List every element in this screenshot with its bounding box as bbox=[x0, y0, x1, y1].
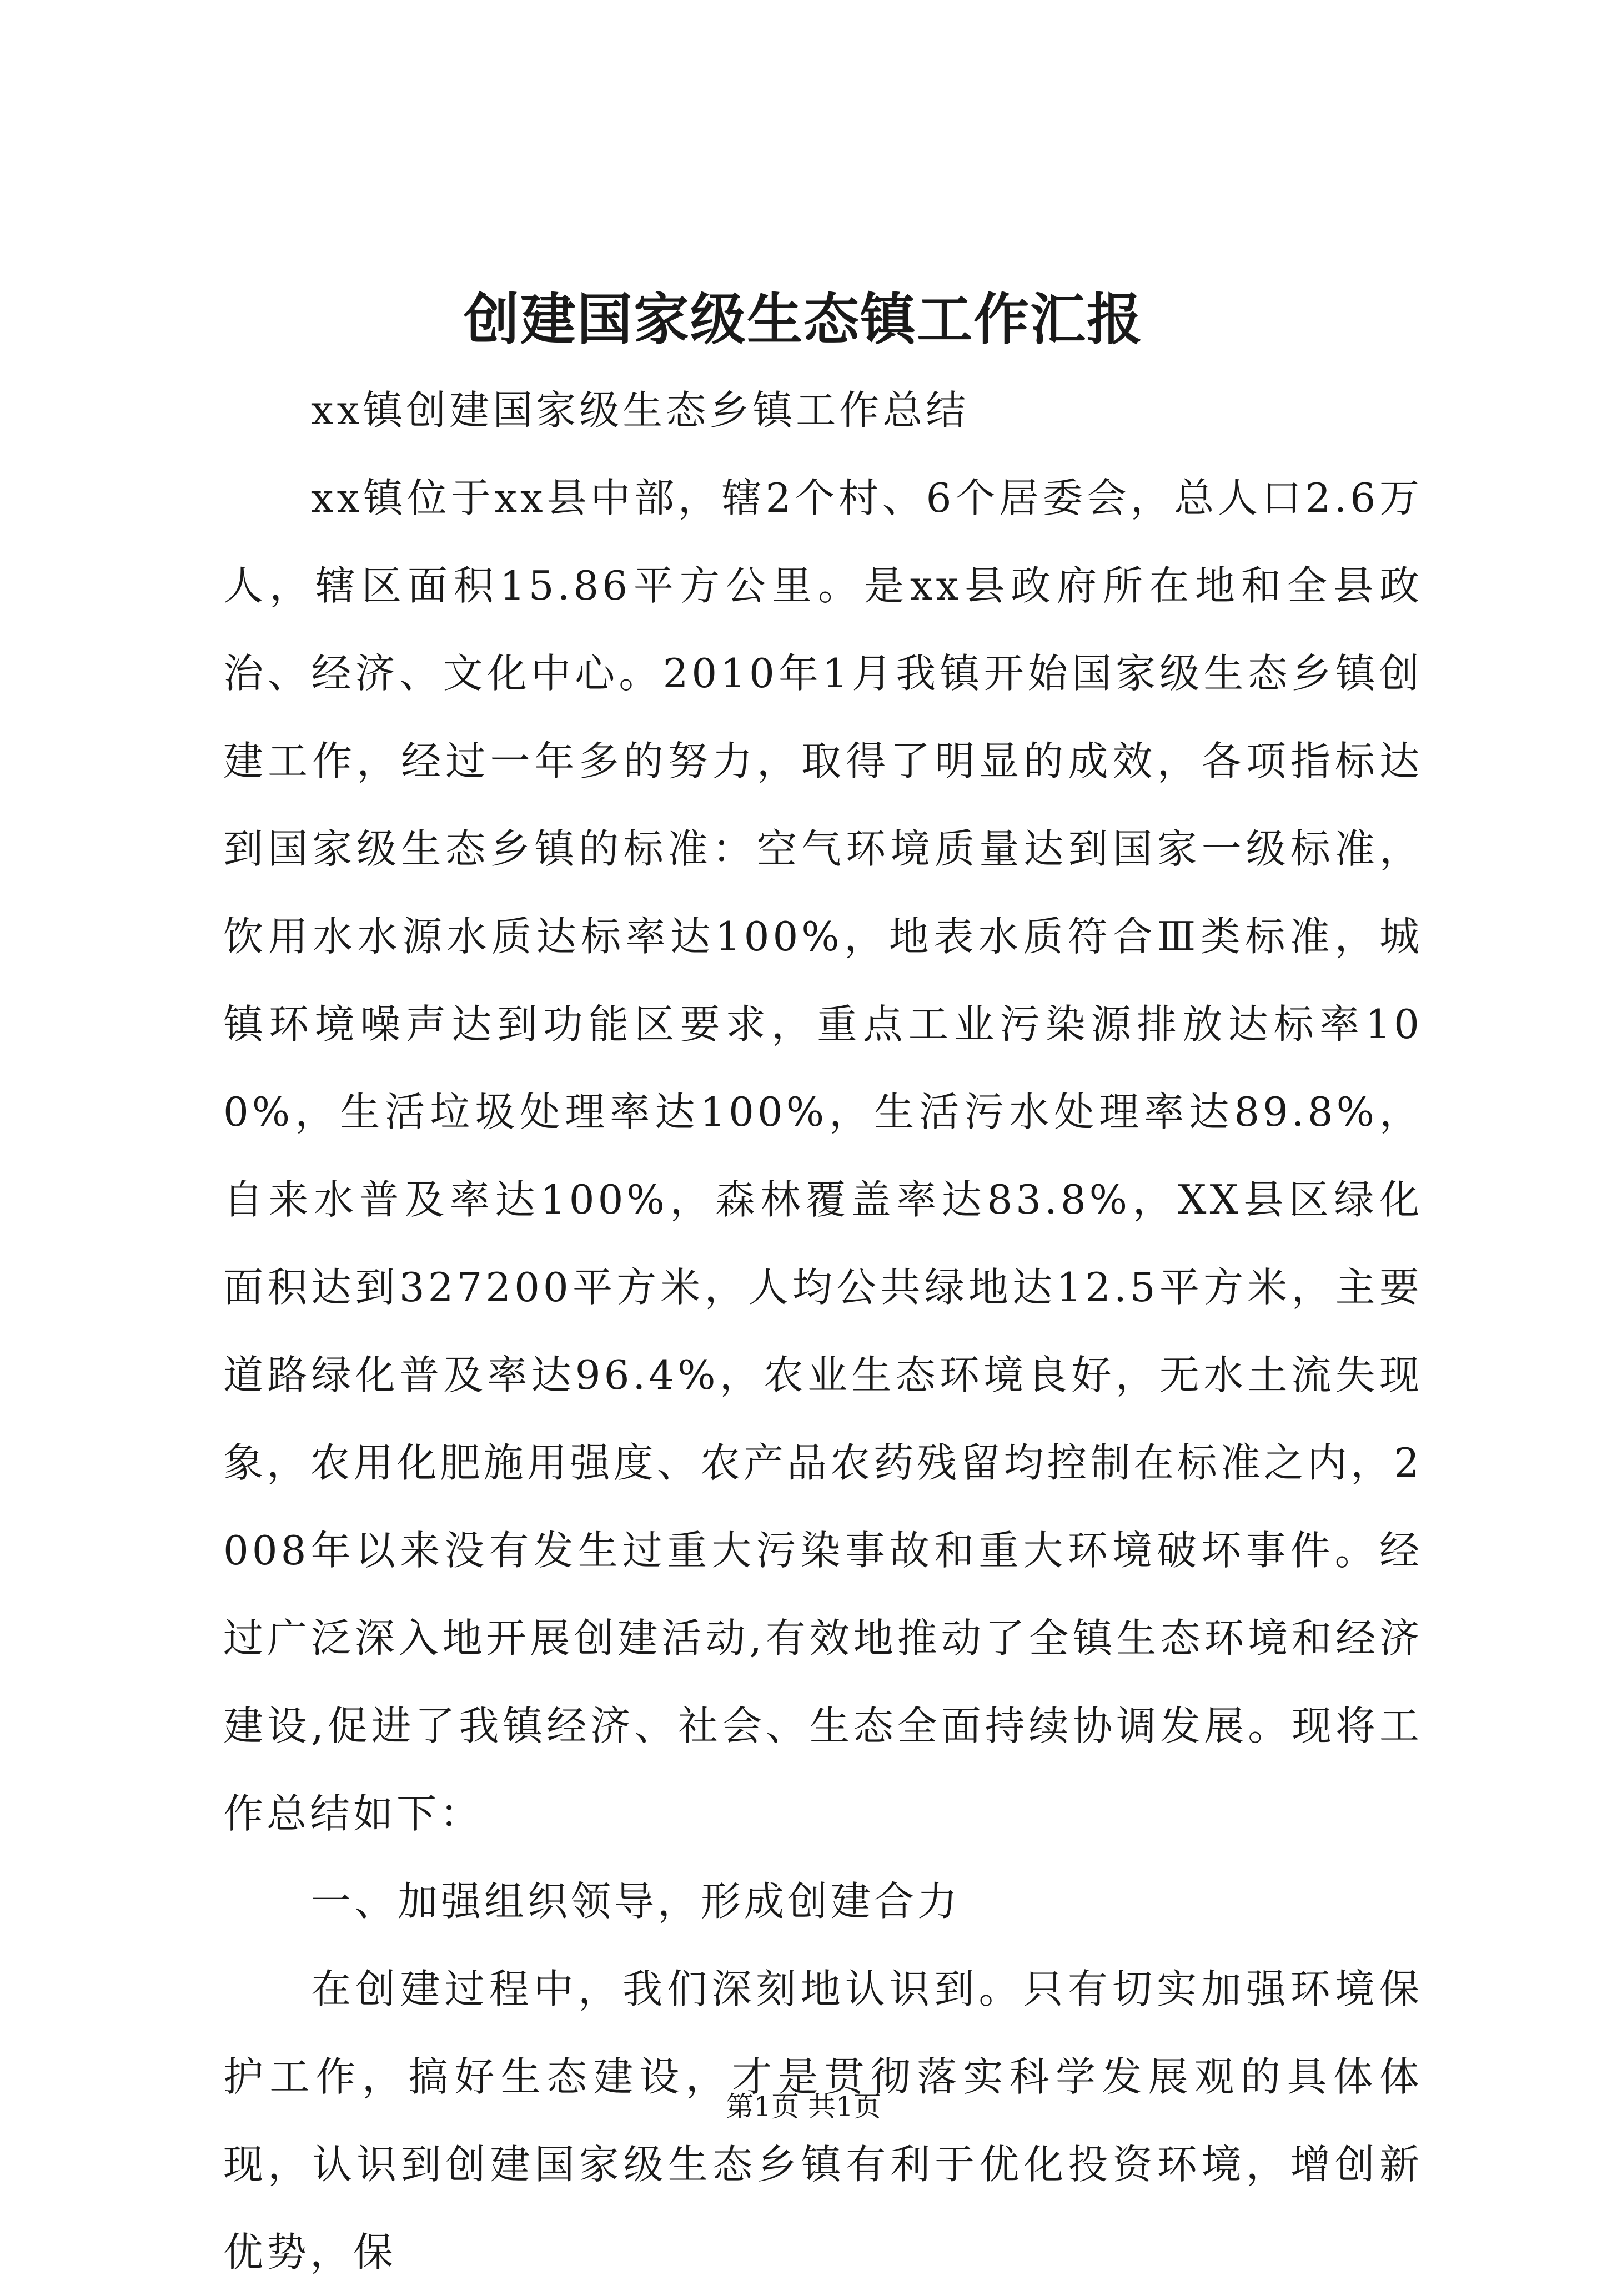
intro-paragraph: xx镇位于xx县中部，辖2个村、6个居委会，总人口2.6万人，辖区面积15.86平方公里。是xx县政府所在地和全县政治、经济、文化中心。2010年1月我镇开始国家级生态乡镇创建工作，经过一年多的努力，取得了明显的成效，各项指标达到国家级生态乡镇的标准：空气环境质量达到国家一级标准，饮用水水源水质达标率达100%，地表水质符合Ⅲ类标准，城镇环境噪声达到功能区要求，重点工业污染源排放达标率100%，生活垃圾处理率达100%，生活污水处理率达89.8%，自来水普及率达100%，森林覆盖率达83.8%，XX县区绿化面积达到327200平方米，人均公共绿地达12.5平方米，主要道路绿化普及率达96.4%，农业生态环境良好，无水土流失现象，农用化肥施用强度、农产品农药残留均控制在标准之内，2008年以来没有发生过重大污染事故和重大环境破坏事件。经过广泛深入地开展创建活动,有效地推动了全镇生态环境和经济建设,促进了我镇经济、社会、生态全面持续协调发展。现将工作总结如下： bbox=[223, 475, 1423, 1837]
document-title: 创建国家级生态镇工作汇报 bbox=[464, 286, 1143, 352]
page-footer: 第1页 共1页 bbox=[726, 2091, 881, 2123]
section-heading: 一、加强组织领导，形成创建合力 bbox=[311, 1878, 961, 1925]
subtitle-paragraph: xx镇创建国家级生态乡镇工作总结 bbox=[311, 387, 970, 434]
section-paragraph: 在创建过程中，我们深刻地认识到。只有切实加强环境保护工作，搞好生态建设，才是贯彻落实科学发展观的具体体现，认识到创建国家级生态乡镇有利于优化投资环境，增创新优势，保 bbox=[223, 1966, 1423, 2275]
document-body bbox=[223, 366, 1423, 2296]
